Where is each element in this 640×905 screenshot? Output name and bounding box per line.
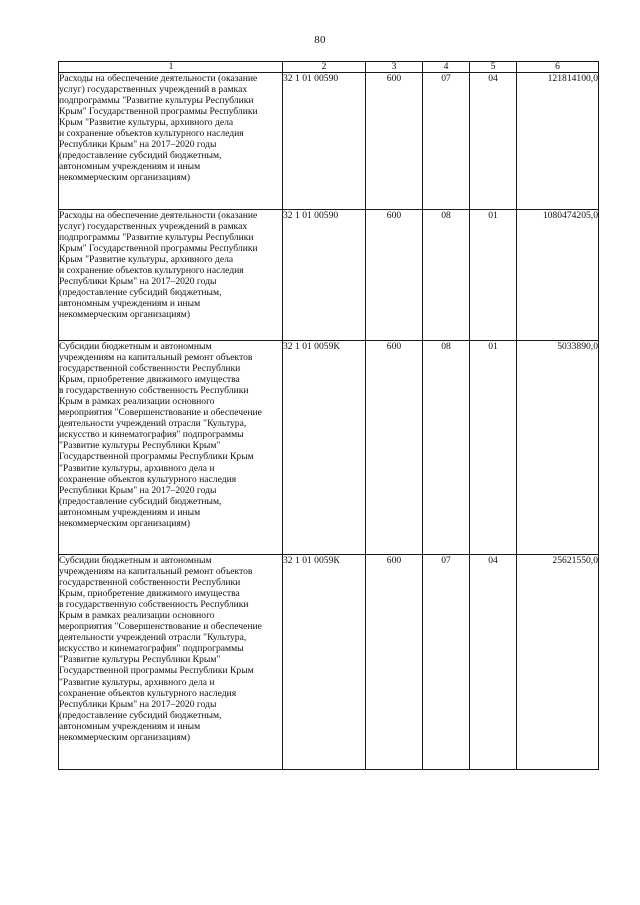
description-line: Крым "Развитие культуры, архивного дела — [59, 117, 234, 129]
row-expense-type: 600 — [366, 73, 423, 210]
table-row — [59, 210, 599, 341]
description-line: искусство и кинематография" подпрограммы — [59, 643, 244, 655]
description-line: учреждениям на капитальный ремонт объектов — [59, 566, 253, 578]
row-target-code: 32 1 01 00590 — [283, 210, 366, 341]
description-line: Крым" Государственной программы Республики — [59, 106, 258, 118]
description-line: Республики Крым" на 2017–2020 годы — [59, 698, 217, 710]
description-line: Крым в рамках реализации основного — [59, 396, 215, 408]
description-line: "Развитие культуры, архивного дела и — [59, 462, 215, 474]
description-line: в государственную собственность Республики — [59, 385, 249, 397]
row-expense-type: 600 — [366, 341, 423, 555]
description-line: "Развитие культуры Республики Крым" — [59, 654, 221, 666]
row-amount: 121814100,0 — [517, 73, 599, 210]
description-line: услуг) государственных учреждений в рамках — [59, 84, 248, 96]
row-description — [59, 555, 283, 770]
description-line: автономным учреждениям и иным — [59, 298, 201, 310]
description-line: государственной собственности Республики — [59, 577, 241, 589]
description-line: Крым, приобретение движимого имущества — [59, 374, 240, 386]
description-line: некоммерческим организациям) — [59, 517, 191, 529]
row-expense-type: 600 — [366, 210, 423, 341]
description-line: учреждениям на капитальный ремонт объектов — [59, 352, 253, 364]
description-line: автономным учреждениям и иным — [59, 720, 201, 732]
description-line: Расходы на обеспечение деятельности (оказание — [59, 73, 258, 84]
description-line: Республики Крым" на 2017–2020 годы — [59, 276, 217, 288]
description-line: (предоставление субсидий бюджетным, — [59, 709, 222, 721]
row-amount: 25621550,0 — [517, 555, 599, 770]
description-line: Крым, приобретение движимого имущества — [59, 588, 240, 600]
page-number: 80 — [314, 34, 326, 46]
row-section: 07 — [423, 555, 470, 770]
row-section: 08 — [423, 341, 470, 555]
description-line: (предоставление субсидий бюджетным, — [59, 150, 222, 162]
row-target-code: 32 1 01 00590 — [283, 73, 366, 210]
description-line: государственной собственности Республики — [59, 363, 241, 375]
description-line: (предоставление субсидий бюджетным, — [59, 287, 222, 299]
table-body — [59, 73, 599, 770]
description-line: Республики Крым" на 2017–2020 годы — [59, 484, 217, 496]
row-section: 07 — [423, 73, 470, 210]
description-line: искусство и кинематография" подпрограммы — [59, 429, 244, 441]
description-line: сохранение объектов культурного наследия — [59, 687, 237, 699]
description-line: некоммерческим организациям) — [59, 172, 191, 184]
table-header-row — [59, 62, 599, 73]
description-line: Субсидии бюджетным и автономным — [59, 555, 212, 566]
row-description — [59, 210, 283, 341]
description-line: мероприятия "Совершенствование и обеспечение — [59, 407, 262, 419]
column-header-3: 3 — [366, 62, 423, 73]
row-target-code: 32 1 01 0059К — [283, 341, 366, 555]
column-header-4: 4 — [423, 62, 470, 73]
description-line: сохранение объектов культурного наследия — [59, 473, 237, 485]
row-subsection: 04 — [470, 73, 517, 210]
description-line: деятельности учреждений отрасли "Культура, — [59, 418, 247, 430]
row-amount: 1080474205,0 — [517, 210, 599, 341]
column-header-6: 6 — [517, 62, 599, 73]
description-line: некоммерческим организациям) — [59, 731, 191, 743]
description-line: (предоставление субсидий бюджетным, — [59, 495, 222, 507]
row-expense-type: 600 — [366, 555, 423, 770]
row-description — [59, 341, 283, 555]
table-row — [59, 555, 599, 770]
description-line: "Развитие культуры, архивного дела и — [59, 676, 215, 688]
description-line: в государственную собственность Республики — [59, 599, 249, 611]
column-header-5: 5 — [470, 62, 517, 73]
description-line: автономным учреждениям и иным — [59, 506, 201, 518]
description-line: подпрограммы "Развитие культуры Республики — [59, 95, 254, 107]
description-line: Государственной программы Республики Крым — [59, 451, 254, 463]
description-line: и сохранение объектов культурного наследия — [59, 265, 244, 277]
row-subsection: 01 — [470, 210, 517, 341]
description-line: Государственной программы Республики Крым — [59, 665, 254, 677]
description-line: автономным учреждениям и иным — [59, 161, 201, 173]
table-row — [59, 341, 599, 555]
description-line: деятельности учреждений отрасли "Культура, — [59, 632, 247, 644]
row-target-code: 32 1 01 0059К — [283, 555, 366, 770]
table-row — [59, 73, 599, 210]
description-line: Крым "Развитие культуры, архивного дела — [59, 254, 234, 266]
row-amount: 5033890,0 — [517, 341, 599, 555]
budget-table — [58, 61, 599, 770]
description-line: и сохранение объектов культурного наследия — [59, 128, 244, 140]
description-line: Республики Крым" на 2017–2020 годы — [59, 139, 217, 151]
row-subsection: 01 — [470, 341, 517, 555]
description-line: подпрограммы "Развитие культуры Республики — [59, 232, 254, 244]
column-header-2: 2 — [283, 62, 366, 73]
description-line: Расходы на обеспечение деятельности (оказание — [59, 210, 258, 221]
description-line: Крым" Государственной программы Республики — [59, 243, 258, 255]
column-header-1: 1 — [59, 62, 283, 73]
description-line: Крым в рамках реализации основного — [59, 610, 215, 622]
description-line: "Развитие культуры Республики Крым" — [59, 440, 221, 452]
row-subsection: 04 — [470, 555, 517, 770]
description-line: некоммерческим организациям) — [59, 309, 191, 321]
description-line: мероприятия "Совершенствование и обеспечение — [59, 621, 262, 633]
description-line: Субсидии бюджетным и автономным — [59, 341, 212, 352]
description-line: услуг) государственных учреждений в рамках — [59, 221, 248, 233]
row-section: 08 — [423, 210, 470, 341]
row-description — [59, 73, 283, 210]
